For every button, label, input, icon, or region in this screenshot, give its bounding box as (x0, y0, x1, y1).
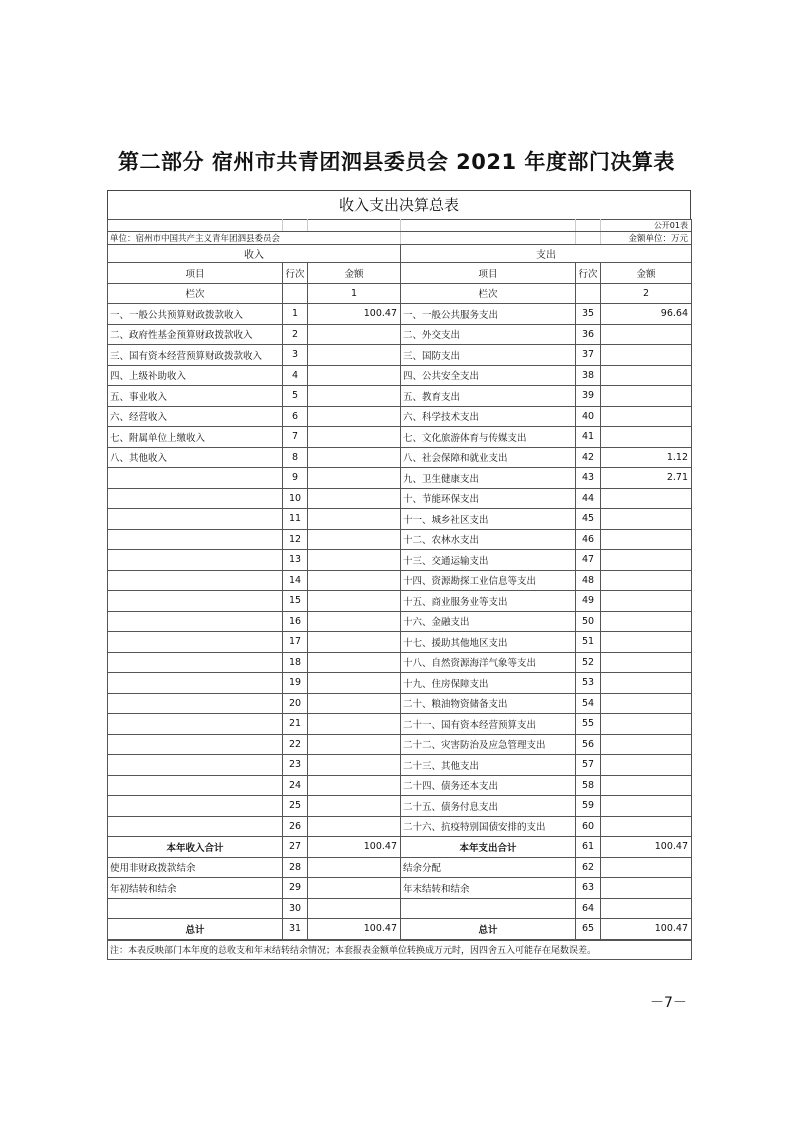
income-item-cell (108, 611, 283, 632)
income-line-cell: 7 (283, 427, 308, 448)
expense-line-cell: 43 (576, 468, 601, 489)
expense-amount-cell (601, 570, 692, 591)
income-item-cell: 使用非财政拨款结余 (108, 857, 283, 878)
expense-item-cell: 十三、交通运输支出 (401, 550, 576, 571)
expense-line-cell: 35 (576, 304, 601, 325)
table-row (108, 693, 692, 714)
table-row (108, 427, 692, 448)
income-amount-cell (308, 673, 401, 694)
expense-line-cell: 39 (576, 386, 601, 407)
expense-amount-cell (601, 898, 692, 919)
income-amount-cell (308, 365, 401, 386)
income-amount-cell (308, 878, 401, 899)
unit-label: 单位：宿州市中国共产主义青年团泗县委员会 (108, 232, 401, 245)
income-amount-cell (308, 345, 401, 366)
income-item-cell (108, 652, 283, 673)
expense-amount-cell (601, 652, 692, 673)
income-line-cell: 13 (283, 550, 308, 571)
table-row (108, 611, 692, 632)
expense-item-cell: 总计 (401, 919, 576, 940)
table-row (108, 755, 692, 776)
income-item-cell: 四、上级补助收入 (108, 365, 283, 386)
expense-amount-cell (601, 550, 692, 571)
income-amount-cell (308, 652, 401, 673)
income-item-cell (108, 591, 283, 612)
expense-line-cell: 42 (576, 447, 601, 468)
income-amount-header: 金额 (308, 263, 401, 284)
expense-item-cell: 五、教育支出 (401, 386, 576, 407)
table-row (108, 509, 692, 530)
expense-line-cell: 50 (576, 611, 601, 632)
expense-line-cell: 60 (576, 816, 601, 837)
expense-line-cell: 51 (576, 632, 601, 653)
income-line-cell: 17 (283, 632, 308, 653)
expense-item-cell: 二十、粮油物资储备支出 (401, 693, 576, 714)
expense-line-cell: 45 (576, 509, 601, 530)
expense-line-cell: 61 (576, 837, 601, 858)
expense-amount-cell (601, 816, 692, 837)
income-line-cell: 15 (283, 591, 308, 612)
income-line-cell: 2 (283, 324, 308, 345)
income-amount-cell (308, 591, 401, 612)
income-item-cell (108, 488, 283, 509)
expense-item-cell: 十二、农林水支出 (401, 529, 576, 550)
income-section-label: 收入 (108, 245, 401, 263)
total-row (108, 919, 692, 940)
income-line-cell: 19 (283, 673, 308, 694)
income-line-cell: 8 (283, 447, 308, 468)
income-item-cell: 七、附属单位上缴收入 (108, 427, 283, 448)
income-item-cell: 二、政府性基金预算财政拨款收入 (108, 324, 283, 345)
expense-item-cell: 二十四、债务还本支出 (401, 775, 576, 796)
expense-item-cell (401, 898, 576, 919)
income-line-cell: 31 (283, 919, 308, 940)
income-line-cell: 27 (283, 837, 308, 858)
income-item-cell (108, 550, 283, 571)
expense-line-cell: 46 (576, 529, 601, 550)
income-line-cell: 25 (283, 796, 308, 817)
expense-amount-cell (601, 427, 692, 448)
income-item-cell (108, 693, 283, 714)
expense-line-cell: 37 (576, 345, 601, 366)
income-amount-cell (308, 427, 401, 448)
expense-amount-cell (601, 714, 692, 735)
expense-amount-cell (601, 796, 692, 817)
table-row (108, 324, 692, 345)
expense-line-cell: 38 (576, 365, 601, 386)
expense-item-cell: 一、一般公共服务支出 (401, 304, 576, 325)
expense-item-cell: 十八、自然资源海洋气象等支出 (401, 652, 576, 673)
income-line-cell: 10 (283, 488, 308, 509)
income-amount-cell (308, 324, 401, 345)
income-line-cell: 24 (283, 775, 308, 796)
income-line-cell: 23 (283, 755, 308, 776)
expense-amount-cell (601, 406, 692, 427)
income-amount-cell (308, 857, 401, 878)
table-row (108, 591, 692, 612)
expense-amount-cell (601, 365, 692, 386)
table-row (108, 816, 692, 837)
total-row (108, 898, 692, 919)
expense-amount-cell (601, 878, 692, 899)
expense-item-cell: 二十三、其他支出 (401, 755, 576, 776)
table-row (108, 468, 692, 489)
income-amount-cell (308, 714, 401, 735)
expense-line-cell: 52 (576, 652, 601, 673)
income-item-cell (108, 509, 283, 530)
income-amount-cell (308, 509, 401, 530)
expense-amount-cell (601, 345, 692, 366)
income-item-cell: 本年收入合计 (108, 837, 283, 858)
expense-amount-cell: 2.71 (601, 468, 692, 489)
income-item-cell (108, 755, 283, 776)
expense-line-cell: 59 (576, 796, 601, 817)
income-line-cell: 4 (283, 365, 308, 386)
expense-amount-cell: 96.64 (601, 304, 692, 325)
expense-line-cell: 49 (576, 591, 601, 612)
table-row (108, 345, 692, 366)
income-line-cell: 14 (283, 570, 308, 591)
expense-line-cell: 40 (576, 406, 601, 427)
expense-item-cell: 二十一、国有资本经营预算支出 (401, 714, 576, 735)
expense-item-cell: 十七、援助其他地区支出 (401, 632, 576, 653)
income-amount-cell: 100.47 (308, 304, 401, 325)
expense-amount-header: 金额 (601, 263, 692, 284)
total-row (108, 878, 692, 899)
expense-item-cell: 十九、住房保障支出 (401, 673, 576, 694)
total-row (108, 837, 692, 858)
expense-item-cell: 二十五、债务付息支出 (401, 796, 576, 817)
final-accounts-sheet (107, 190, 691, 960)
expense-line-cell: 54 (576, 693, 601, 714)
income-amount-cell (308, 775, 401, 796)
expense-amount-cell: 1.12 (601, 447, 692, 468)
income-amount-cell (308, 755, 401, 776)
expense-amount-cell (601, 611, 692, 632)
expense-item-cell: 六、科学技术支出 (401, 406, 576, 427)
income-item-cell (108, 468, 283, 489)
table-row (108, 632, 692, 653)
expense-line-cell: 55 (576, 714, 601, 735)
expense-amount-cell (601, 775, 692, 796)
expense-line-cell: 44 (576, 488, 601, 509)
expense-line-cell: 57 (576, 755, 601, 776)
income-line-cell: 29 (283, 878, 308, 899)
page-title: 第二部分 宿州市共青团泗县委员会 2021 年度部门决算表 (118, 150, 675, 174)
income-item-cell: 年初结转和结余 (108, 878, 283, 899)
expense-item-cell: 十四、资源勘探工业信息等支出 (401, 570, 576, 591)
expense-amount-cell (601, 755, 692, 776)
income-amount-cell (308, 632, 401, 653)
footnote: 注：本表反映部门本年度的总收支和年末结转结余情况；本套报表金额单位转换成万元时，因四舍五入可能存在尾数误差。 (108, 940, 692, 959)
income-col-label: 栏次 (108, 283, 283, 304)
income-amount-cell (308, 693, 401, 714)
income-item-cell (108, 816, 283, 837)
income-amount-cell: 100.47 (308, 919, 401, 940)
expense-item-cell: 十一、城乡社区支出 (401, 509, 576, 530)
table-row (108, 529, 692, 550)
income-amount-cell: 100.47 (308, 837, 401, 858)
income-item-cell (108, 898, 283, 919)
section-header-row (108, 245, 692, 263)
income-item-cell: 六、经营收入 (108, 406, 283, 427)
expense-item-header: 项目 (401, 263, 576, 284)
income-amount-cell (308, 550, 401, 571)
income-item-cell (108, 673, 283, 694)
income-item-cell (108, 529, 283, 550)
income-line-cell: 21 (283, 714, 308, 735)
income-amount-cell (308, 406, 401, 427)
expense-amount-cell (601, 324, 692, 345)
expense-item-cell: 十、节能环保支出 (401, 488, 576, 509)
income-item-cell (108, 796, 283, 817)
expense-amount-cell: 100.47 (601, 837, 692, 858)
table-row (108, 304, 692, 325)
expense-amount-cell (601, 488, 692, 509)
income-line-cell: 26 (283, 816, 308, 837)
expense-amount-cell (601, 693, 692, 714)
expense-amount-cell (601, 529, 692, 550)
expense-item-cell: 十六、金融支出 (401, 611, 576, 632)
income-amount-cell (308, 447, 401, 468)
expense-line-cell: 63 (576, 878, 601, 899)
income-amount-cell (308, 488, 401, 509)
expense-item-cell: 年末结转和结余 (401, 878, 576, 899)
expense-line-header: 行次 (576, 263, 601, 284)
income-line-cell: 12 (283, 529, 308, 550)
expense-line-cell: 41 (576, 427, 601, 448)
expense-line-cell: 56 (576, 734, 601, 755)
table-row (108, 570, 692, 591)
table-row (108, 550, 692, 571)
expense-line-cell: 58 (576, 775, 601, 796)
table-row (108, 673, 692, 694)
expense-amount-cell (601, 509, 692, 530)
expense-amount-cell (601, 591, 692, 612)
expense-amount-cell (601, 673, 692, 694)
expense-item-cell: 八、社会保障和就业支出 (401, 447, 576, 468)
income-line-cell: 11 (283, 509, 308, 530)
income-line-cell: 22 (283, 734, 308, 755)
income-amount-cell (308, 611, 401, 632)
income-item-cell (108, 734, 283, 755)
income-line-header: 行次 (283, 263, 308, 284)
expense-col-label: 栏次 (401, 283, 576, 304)
table-row (108, 406, 692, 427)
income-line-cell: 28 (283, 857, 308, 878)
expense-item-cell: 十五、商业服务业等支出 (401, 591, 576, 612)
income-item-cell: 三、国有资本经营预算财政拨款收入 (108, 345, 283, 366)
income-amount-cell (308, 386, 401, 407)
table-row (108, 714, 692, 735)
income-expense-table (107, 219, 692, 940)
expense-line-cell: 64 (576, 898, 601, 919)
income-line-cell: 18 (283, 652, 308, 673)
income-line-cell: 20 (283, 693, 308, 714)
income-line-cell: 16 (283, 611, 308, 632)
table-row (108, 775, 692, 796)
table-row (108, 365, 692, 386)
expense-item-cell: 九、卫生健康支出 (401, 468, 576, 489)
expense-section-label: 支出 (401, 245, 692, 263)
income-amount-cell (308, 570, 401, 591)
table-row (108, 488, 692, 509)
form-code: 公开01表 (601, 220, 692, 232)
table-row (108, 386, 692, 407)
income-line-cell: 1 (283, 304, 308, 325)
income-item-cell (108, 570, 283, 591)
column-header-row (108, 263, 692, 284)
income-item-cell (108, 775, 283, 796)
expense-item-cell: 七、文化旅游体育与传媒支出 (401, 427, 576, 448)
expense-line-cell: 53 (576, 673, 601, 694)
income-item-cell: 八、其他收入 (108, 447, 283, 468)
income-item-cell: 一、一般公共预算财政拨款收入 (108, 304, 283, 325)
expense-amount-cell: 100.47 (601, 919, 692, 940)
expense-item-cell: 二、外交支出 (401, 324, 576, 345)
income-line-cell: 3 (283, 345, 308, 366)
income-amount-cell (308, 796, 401, 817)
table-row (108, 734, 692, 755)
income-amount-cell (308, 734, 401, 755)
income-amount-cell (308, 816, 401, 837)
table-row (108, 652, 692, 673)
income-line-cell: 5 (283, 386, 308, 407)
income-amount-cell (308, 898, 401, 919)
expense-line-cell: 65 (576, 919, 601, 940)
expense-item-cell: 二十六、抗疫特别国债安排的支出 (401, 816, 576, 837)
expense-amount-cell (601, 857, 692, 878)
unit-row (108, 232, 692, 245)
expense-item-cell: 二十二、灾害防治及应急管理支出 (401, 734, 576, 755)
expense-line-cell: 48 (576, 570, 601, 591)
amount-unit: 金额单位：万元 (601, 232, 692, 245)
expense-item-cell: 结余分配 (401, 857, 576, 878)
income-line-cell: 30 (283, 898, 308, 919)
expense-amount-cell (601, 632, 692, 653)
income-amount-cell (308, 468, 401, 489)
total-row (108, 857, 692, 878)
income-line-cell: 9 (283, 468, 308, 489)
income-item-cell: 五、事业收入 (108, 386, 283, 407)
expense-item-cell: 四、公共安全支出 (401, 365, 576, 386)
expense-item-cell: 本年支出合计 (401, 837, 576, 858)
expense-line-cell: 36 (576, 324, 601, 345)
column-index-row (108, 283, 692, 304)
table-row (108, 796, 692, 817)
income-item-header: 项目 (108, 263, 283, 284)
expense-amount-cell (601, 386, 692, 407)
expense-line-cell: 47 (576, 550, 601, 571)
table-row (108, 447, 692, 468)
income-item-cell (108, 714, 283, 735)
meta-row (108, 220, 692, 232)
income-item-cell (108, 632, 283, 653)
income-col-number: 1 (308, 283, 401, 304)
expense-line-cell: 62 (576, 857, 601, 878)
table-title: 收入支出决算总表 (107, 190, 691, 219)
income-amount-cell (308, 529, 401, 550)
income-line-cell: 6 (283, 406, 308, 427)
page-number: －7－ (650, 995, 687, 1011)
expense-col-number: 2 (601, 283, 692, 304)
income-item-cell: 总计 (108, 919, 283, 940)
expense-item-cell: 三、国防支出 (401, 345, 576, 366)
expense-amount-cell (601, 734, 692, 755)
